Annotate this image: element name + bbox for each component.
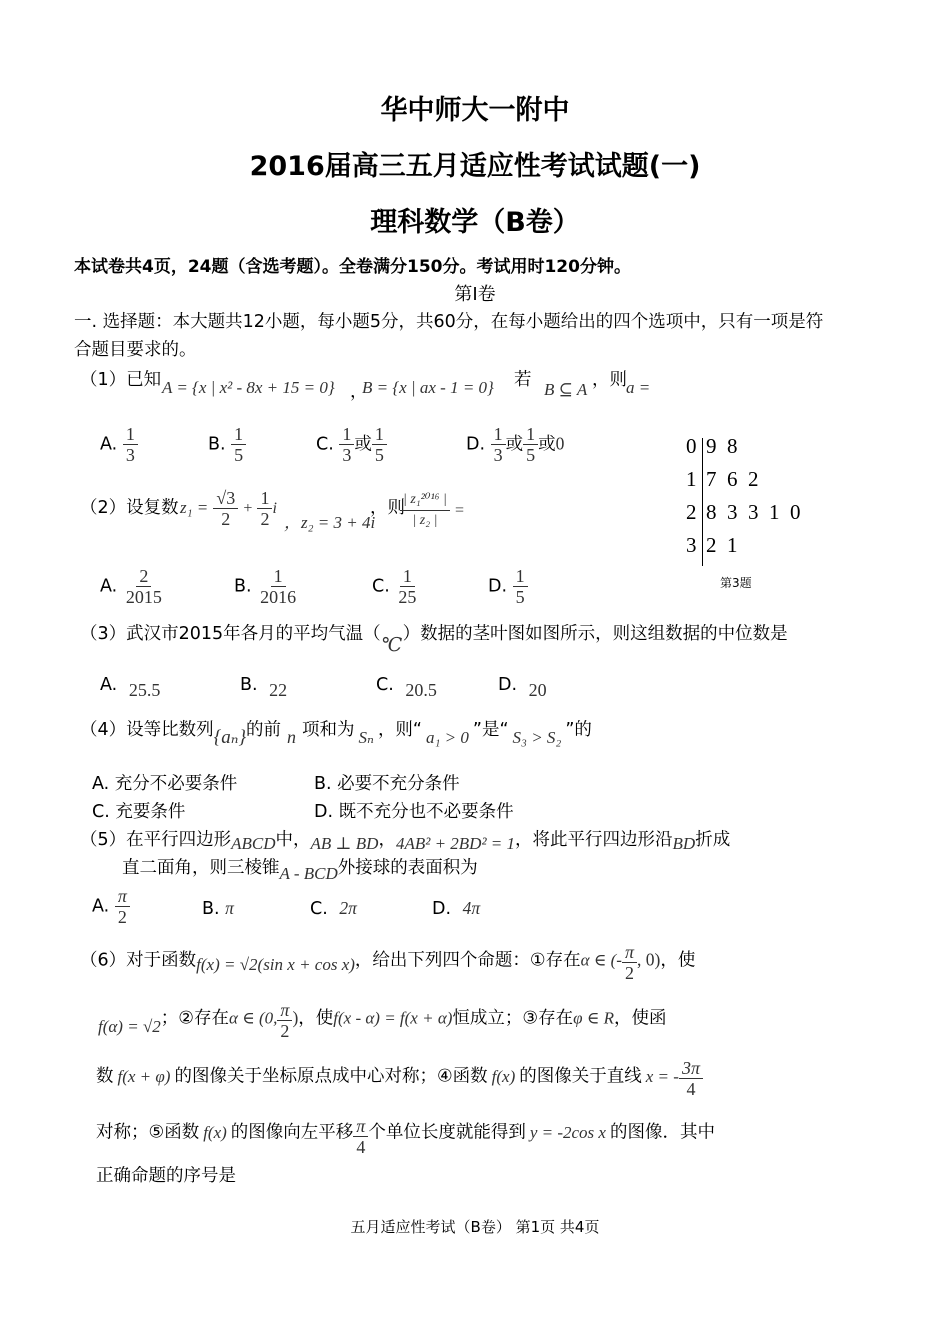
leaf-values: 7 6 2 [706, 467, 759, 491]
stem-leaf-caption: 第3题 [720, 576, 752, 590]
q1-option-d: D. $\frac{1}{3}$ 或 $\frac{1}{5}$ 或0 [466, 424, 565, 465]
q2-z1: z₁ = $\frac{√3}{2}$ + $\frac{1}{2}$ i [180, 488, 277, 529]
exam-title: 2016届高三五月适应性考试试题(一) [249, 151, 701, 182]
q2-z2: ，z₂ = 3 + 4i [284, 513, 376, 532]
q1-set-b: B = {x | ax - 1 = 0} [362, 378, 494, 397]
q4-option-a: A. 充分不必要条件 [92, 774, 238, 794]
q5-option-d: D. 4π [432, 898, 481, 919]
q1-cond: B ⊆ A [544, 380, 588, 399]
q6-line4: 对称；⑤函数 f(x) 的图像向左平移 $\frac{\pi}{4}$ 个单位长度就能得到 y = -2cos x 的图像．其中 [96, 1116, 715, 1157]
q1-label: （1）已知 [80, 370, 162, 390]
leaf-values: 9 8 [706, 434, 738, 458]
q3-text: （3）武汉市2015年各月的平均气温（℃）数据的茎叶图如图所示，则这组数据的中位数是 [80, 624, 788, 656]
q2-then: ，则 [370, 498, 405, 518]
q4-option-c: C. 充要条件 [92, 802, 186, 822]
q5-option-c: C. 2π [310, 898, 357, 919]
q2-option-d: D. $\frac{1}{5}$ [488, 566, 528, 607]
section-heading: 一. 选择题：本大题共12小题，每小题5分，共60分，在每小题给出的四个选项中，只有一项是符 [74, 312, 824, 332]
q5-line1: （5）在平行四边形ABCD中，AB ⊥ BD，4AB² + 2BD² = 1，将此平行四边形沿BD折成 [80, 830, 731, 853]
leaf-values: 2 1 [706, 533, 738, 557]
q5-option-b: B. π [202, 898, 234, 919]
q5-option-a: A. $\frac{\pi}{2}$ [92, 886, 130, 927]
q1-comma: ， [350, 382, 368, 402]
stem-value: 1 [686, 467, 697, 491]
exam-intro: 本试卷共4页，24题（含选考题）。全卷满分150分。考试用时120分钟。 [74, 257, 631, 277]
q2-option-c: C. $\frac{1}{25}$ [372, 566, 417, 607]
q3-option-a: A. 25.5 [100, 675, 161, 700]
q1-if: 若 [514, 370, 532, 390]
q3-option-b: B. 22 [240, 675, 288, 700]
q1-option-c: C. $\frac{1}{3}$ 或 $\frac{1}{5}$ [316, 424, 387, 465]
q6-line2: f(α) = √2；②存在α ∈ (0, $\frac{\pi}{2}$ )，使f(x - α) = f(x + α)恒成立；③存在φ ∈ R，使函 [98, 1000, 667, 1041]
subject-title: 理科数学（B卷） [370, 207, 580, 238]
q4-option-d: D. 既不充分也不必要条件 [314, 802, 514, 822]
stem-leaf-row [686, 434, 738, 464]
q3-option-c: C. 20.5 [376, 675, 437, 700]
page-footer: 五月适应性考试（B卷） 第1页 共4页 [350, 1218, 600, 1236]
q1-set-a: A = {x | x² - 8x + 15 = 0} [162, 378, 335, 397]
q2-option-b: B. $\frac{1}{2016}$ [234, 566, 297, 607]
q5-line2: 直二面角，则三棱锥A - BCD外接球的表面积为 [122, 858, 478, 883]
school-title: 华中师大一附中 [380, 95, 570, 126]
q3-option-d: D. 20 [498, 675, 547, 700]
volume-label: 第Ⅰ卷 [454, 284, 496, 305]
q1-option-b: B. $\frac{1}{5}$ [208, 424, 246, 465]
stem-leaf-row [686, 467, 759, 497]
q2-option-a: A. $\frac{2}{2015}$ [100, 566, 162, 607]
stem-leaf-row [686, 500, 801, 530]
q6-line5: 正确命题的序号是 [96, 1166, 236, 1186]
q2-label: （2）设复数 [80, 498, 179, 518]
stem-value: 2 [686, 500, 697, 524]
q4-text: （4）设等比数列{aₙ}的前 n 项和为 Sₙ ，则“ a₁ > 0 ”是“ S₃ > S₂ ”的 [80, 720, 592, 748]
section-heading-cont: 合题目要求的。 [74, 340, 197, 360]
leaf-values: 8 3 3 1 0 [706, 500, 801, 524]
q6-line3: 数 f(x + φ) 的图像关于坐标原点成中心对称；④函数 f(x) 的图像关于直线 x = - $\frac{3\pi}{4}$ [96, 1056, 703, 1097]
q6-line1: （6）对于函数f(x) = √2(sin x + cos x)，给出下列四个命题：①存在α ∈ (- $\frac{\pi}{2}$ , 0)，使 [80, 942, 696, 983]
stem-leaf-row [686, 533, 738, 563]
q1-then: ，则 [592, 370, 627, 390]
q4-option-b: B. 必要不充分条件 [314, 774, 460, 794]
q2-ratio: $\frac{\text{| z₁²⁰¹⁶ |}}{\text{| z₂ |}}$ = [400, 490, 464, 531]
q1-option-a: A. $\frac{1}{3}$ [100, 424, 138, 465]
q1-ask: a = [626, 378, 651, 397]
stem-value: 0 [686, 434, 697, 458]
stem-value: 3 [686, 533, 697, 557]
